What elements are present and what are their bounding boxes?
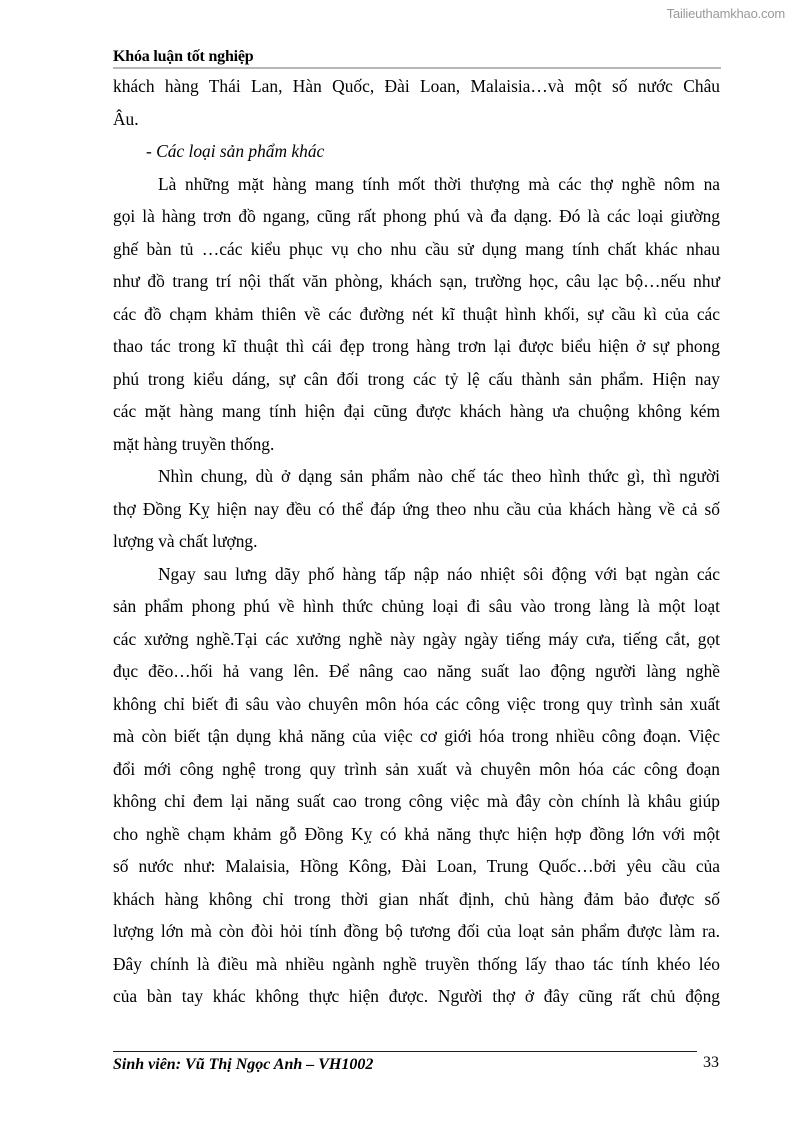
- text-line: đục đẽo…hối hả vang lên. Để nâng cao năng suất lao động người làng nghề: [113, 661, 720, 681]
- text-line: lượng và chất lượng.: [113, 531, 258, 551]
- text-line: Là những mặt hàng mang tính mốt thời thượng mà các thợ nghề nôm na: [158, 173, 720, 194]
- text-line: không chỉ đem lại năng suất cao trong công việc mà đây còn chính là khâu giúp: [113, 791, 720, 811]
- text-line: Đây chính là điều mà nhiều ngành nghề truyền thống lấy thao tác tính khéo léo: [113, 953, 720, 974]
- text-line: ghế bàn tủ …các kiểu phục vụ cho nhu cầu sử dụng mang tính chất khác nhau: [113, 238, 720, 259]
- text-line: thao tác trong kĩ thuật thì cái đẹp trong hàng trơn lại được biểu hiện ở sự phong: [113, 336, 720, 356]
- text-line: như đồ trang trí nội thất văn phòng, khách sạn, trường học, câu lạc bộ…nếu như: [113, 271, 720, 291]
- text-line: lượng lớn mà còn đòi hỏi tính đồng bộ tương đối của loạt sản phẩm được làm ra.: [113, 921, 720, 941]
- text-line: của bàn tay khác không thực hiện được. Người thợ ở đây cũng rất chủ động: [113, 986, 720, 1006]
- document-body: [113, 70, 720, 1013]
- footer-divider: [113, 1051, 697, 1052]
- text-line: các xưởng nghề.Tại các xưởng nghề này ngày ngày tiếng máy cưa, tiếng cắt, gọt: [113, 628, 720, 649]
- text-line: gọi là hàng trơn đồ ngang, cũng rất phong phú và đa dạng. Đó là các loại giường: [113, 206, 720, 226]
- text-line: khách hàng Thái Lan, Hàn Quốc, Đài Loan, Malaisia…và một số nước Châu: [113, 76, 720, 96]
- page-number: 33: [703, 1054, 719, 1071]
- page-header: [113, 47, 721, 69]
- text-line: sản phẩm phong phú về hình thức chủng loại đi sâu vào trong làng là một loạt: [113, 596, 720, 616]
- text-line: phú trong kiểu dáng, sự cân đối trong các tỷ lệ cấu thành sản phẩm. Hiện nay: [113, 368, 720, 389]
- text-line: không chỉ biết đi sâu vào chuyên môn hóa các công việc trong quy trình sản xuất: [113, 693, 720, 714]
- text-line: mặt hàng truyền thống.: [113, 433, 275, 454]
- text-line: mà còn biết tận dụng khả năng của việc cơ giới hóa trong nhiều công đoạn. Việc: [113, 726, 720, 746]
- text-line: Nhìn chung, dù ở dạng sản phẩm nào chế tác theo hình thức gì, thì người: [158, 466, 720, 486]
- text-line: các mặt hàng mang tính hiện đại cũng được khách hàng ưa chuộng không kém: [113, 401, 720, 421]
- footer-author: Sinh viên: Vũ Thị Ngọc Anh – VH1002: [113, 1056, 374, 1073]
- text-line: các đồ chạm khảm thiên về các đường nét kĩ thuật hình khối, sự cầu kì của các: [113, 303, 720, 324]
- header-title: Khóa luận tốt nghiệp: [113, 48, 254, 65]
- text-line: thợ Đồng Kỵ hiện nay đều có thể đáp ứng theo nhu cầu của khách hàng về cả số: [113, 498, 720, 519]
- text-line: cho nghề chạm khảm gỗ Đồng Kỵ có khả năng thực hiện hợp đồng lớn với một: [113, 823, 720, 844]
- text-line: Ngay sau lưng dãy phố hàng tấp nập náo nhiệt sôi động với bạt ngàn các: [158, 563, 720, 584]
- text-line: Âu.: [113, 108, 139, 129]
- watermark: Tailieuthamkhao.com: [666, 6, 785, 21]
- text-line: - Các loại sản phẩm khác: [146, 141, 325, 161]
- text-line: số nước như: Malaisia, Hồng Kông, Đài Loan, Trung Quốc…bởi yêu cầu của: [113, 856, 720, 876]
- text-line: khách hàng không chỉ trong thời gian nhất định, chủ hàng đảm bảo được số: [113, 888, 720, 909]
- text-line: đổi mới công nghệ trong quy trình sản xuất và chuyên môn hóa các công đoạn: [113, 758, 720, 779]
